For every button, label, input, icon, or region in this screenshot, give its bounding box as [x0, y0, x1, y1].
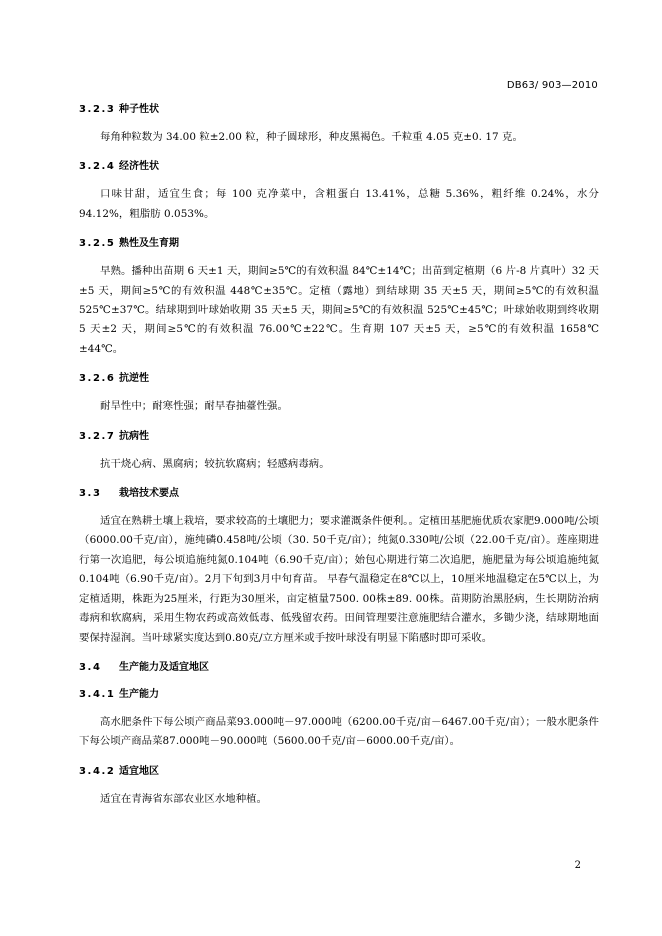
section-title: 生产能力及适宜地区	[119, 661, 209, 673]
paragraph: 适宜在青海省东部农业区水地种植。	[100, 792, 268, 805]
document-body	[79, 103, 599, 809]
section	[79, 372, 599, 416]
section-title: 经济性状	[119, 161, 159, 173]
section-title: 种子性状	[119, 104, 159, 115]
section-title: 熟性及生育期	[119, 238, 179, 250]
paragraph: 早熟。播种出苗期 6 天±1 天，期间≥5℃的有效积温 84℃±14℃；出苗到定植期（6 片-8 片真叶）32 天±5 天，期间≥5℃的有效积温 448℃±35℃。定植（露地）到结球期 35 天±5 天，期间≥5℃的有效积温 525℃±37℃。结球期到叶球始收期 35 天±5 天，期间≥5℃的有效积温 525℃±45℃；叶球始收期到终收期 5 天±2 天，期间≥5℃的有效积温 76.00℃±22℃。生育期 107 天±5 天，≥5℃的有效积温 1658℃±44℃。	[79, 265, 599, 355]
section-title: 适宜地区	[119, 765, 159, 777]
section	[79, 688, 599, 752]
section-heading	[79, 688, 599, 702]
section-title: 抗病性	[119, 430, 149, 442]
section-number: 3.4	[79, 661, 102, 673]
paragraph: 抗干烧心病、黑腐病；较抗软腐病；轻感病毒病。	[100, 457, 330, 470]
section	[79, 237, 599, 359]
section-number: 3.2.4	[79, 161, 116, 173]
section-heading	[79, 160, 599, 174]
section-title: 抗逆性	[119, 373, 149, 385]
section	[79, 765, 599, 809]
section-number: 3.2.5	[79, 238, 116, 250]
section-number: 3.4.2	[79, 765, 116, 777]
section	[79, 160, 599, 224]
section-title: 生产能力	[119, 688, 159, 700]
section	[79, 103, 599, 147]
section-title: 栽培技术要点	[119, 488, 179, 500]
section-heading	[79, 487, 599, 501]
standard-code: DB63/ 903—2010	[506, 80, 598, 91]
section-number: 3.2.7	[79, 430, 116, 442]
section-number: 3.4.1	[79, 688, 116, 700]
paragraph: 高水肥条件下每公顷产商品菜93.000吨－97.000吨（6200.00千克/亩－6467.00千克/亩）；一般水肥条件下每公顷产商品菜87.000吨－90.000吨（5600.00千克/亩－6000.00千克/亩）。	[79, 715, 599, 748]
section-heading	[79, 430, 599, 444]
paragraph: 口味甘甜，适宜生食；每 100 克净菜中，含粗蛋白 13.41%，总糖 5.36%，粗纤维 0.24%，水分 94.12%，粗脂肪 0.053%。	[79, 188, 599, 220]
section	[79, 430, 599, 474]
section-number: 3.3	[79, 488, 102, 500]
section-number: 3.2.6	[79, 373, 116, 385]
section-heading	[79, 765, 599, 779]
section	[79, 661, 599, 675]
page-number: 2	[574, 860, 581, 871]
section-heading	[79, 103, 599, 117]
section-heading	[79, 661, 599, 675]
section-number: 3.2.3	[79, 104, 116, 115]
section-heading	[79, 372, 599, 386]
section-heading	[79, 237, 599, 251]
paragraph: 耐旱性中；耐寒性强；耐早春抽薹性强。	[100, 400, 288, 413]
paragraph: 适宜在熟耕土壤上栽培，要求较高的土壤肥力；要求灌溉条件便利。。定植田基肥施优质农家肥9.000吨/公顷（6000.00千克/亩），施纯磷0.458吨/公顷（30. 50千克/亩）；纯氮0.330吨/公顷（22.00千克/亩）。莲座期进行第一次追肥，每公顷追施纯氮0.104吨（6.90千克/亩）；始包心期进行第二次追肥，施肥量为每公顷追施纯氮0.104吨（6.90千克/亩）。2月下旬到3月中旬育苗。 早春气温稳定在8℃以上，10厘米地温稳定在5℃以上，为定植适期，株距为25厘米，行距为30厘米，亩定植量7500. 00株±89. 00株。苗期防治黑胫病，生长期防治病毒病和软腐病，采用生物农药或高效低毒、低残留农药。田间管理要注意施肥结合灌水，多锄少浇，结球期地面要保持湿润。当叶球紧实度达到0.80克/立方厘米或手按叶球没有明显下陷感时即可采收。	[79, 515, 599, 644]
section	[79, 487, 599, 648]
paragraph: 每角种粒数为 34.00 粒±2.00 粒，种子圆球形，种皮黑褐色。千粒重 4.05 克±0. 17 克。	[100, 131, 523, 143]
